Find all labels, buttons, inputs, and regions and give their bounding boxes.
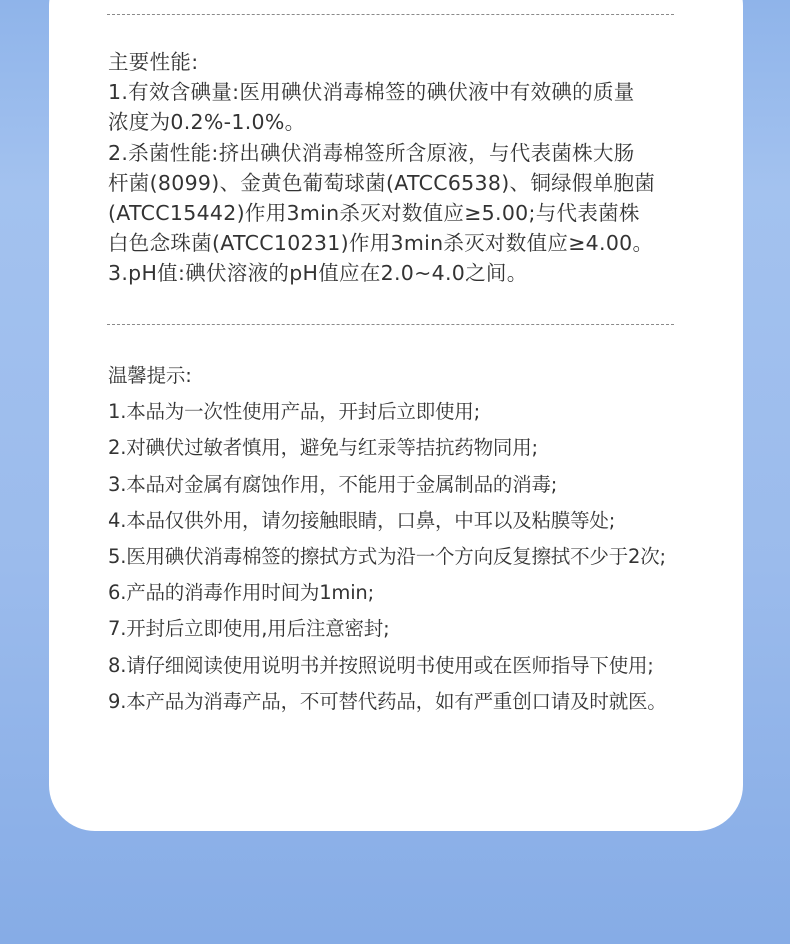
tip-item: 8.请仔细阅读使用说明书并按照说明书使用或在医师指导下使用; bbox=[108, 653, 654, 677]
performance-line: 白色念珠菌(ATCC10231)作用3min杀灭对数值应≥4.00。 bbox=[108, 231, 654, 256]
performance-line: 2.杀菌性能:挤出碘伏消毒棉签所含原液，与代表菌株大肠 bbox=[108, 140, 635, 165]
tip-item: 2.对碘伏过敏者慎用，避免与红汞等拮抗药物同用; bbox=[108, 436, 538, 460]
tip-item: 7.开封后立即使用,用后注意密封; bbox=[108, 617, 390, 641]
divider-middle bbox=[107, 324, 674, 325]
tip-item: 3.本品对金属有腐蚀作用，不能用于金属制品的消毒; bbox=[108, 472, 558, 496]
performance-line: 浓度为0.2%-1.0%。 bbox=[108, 110, 306, 135]
performance-line: 杆菌(8099)、金黄色葡萄球菌(ATCC6538)、铜绿假单胞菌 bbox=[108, 170, 656, 195]
performance-line: (ATCC15442)作用3min杀灭对数值应≥5.00;与代表菌株 bbox=[108, 201, 640, 226]
divider-top bbox=[107, 14, 674, 15]
performance-line: 3.pH值:碘伏溶液的pH值应在2.0~4.0之间。 bbox=[108, 261, 528, 286]
tips-heading: 温馨提示: bbox=[108, 364, 192, 387]
tip-item: 6.产品的消毒作用时间为1min; bbox=[108, 581, 374, 605]
tips-section bbox=[108, 358, 708, 720]
performance-section bbox=[108, 47, 708, 289]
tip-item: 1.本品为一次性使用产品，开封后立即使用; bbox=[108, 400, 480, 424]
tip-item: 9.本产品为消毒产品，不可替代药品，如有严重创口请及时就医。 bbox=[108, 689, 667, 713]
performance-heading: 主要性能: bbox=[108, 50, 199, 74]
performance-line: 1.有效含碘量:医用碘伏消毒棉签的碘伏液中有效碘的质量 bbox=[108, 80, 635, 105]
tip-item: 4.本品仅供外用，请勿接触眼睛，口鼻，中耳以及粘膜等处; bbox=[108, 508, 616, 532]
tip-item: 5.医用碘伏消毒棉签的擦拭方式为沿一个方向反复擦拭不少于2次; bbox=[108, 545, 666, 569]
